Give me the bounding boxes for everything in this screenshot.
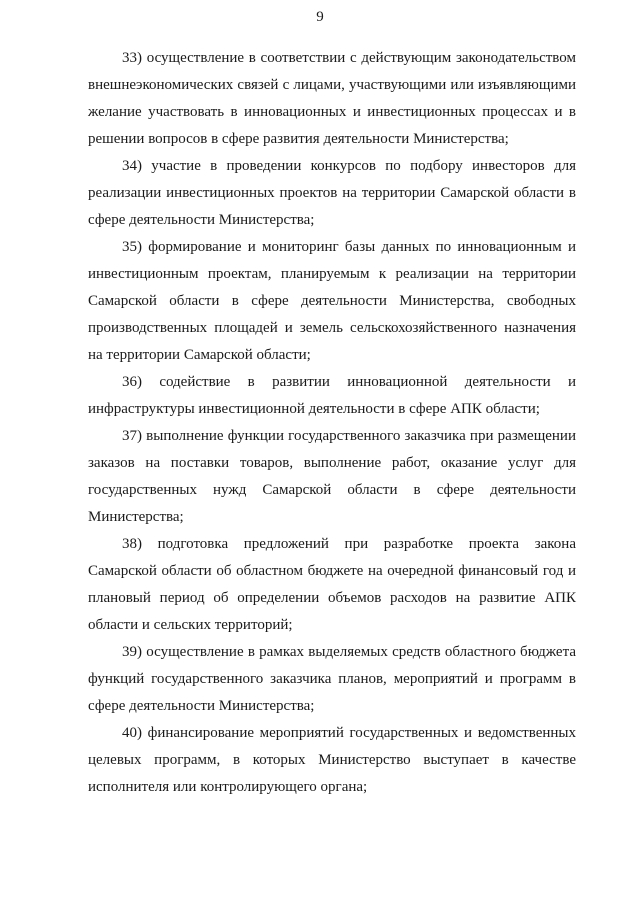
page-number: 9 (316, 9, 324, 25)
paragraph-36: 36) содействие в развитии инновационной деятельности и инфраструктуры инвестиционной деятельности в сфере АПК области; (88, 374, 576, 417)
document-body (88, 45, 576, 801)
paragraph-37: 37) выполнение функции государственного заказчика при размещении заказов на поставки товаров, выполнение работ, оказание услуг для государственных нужд Самарской области в сфере деятельности Министерства; (88, 428, 576, 525)
paragraph-34: 34) участие в проведении конкурсов по подбору инвесторов для реализации инвестиционных проектов на территории Самарской области в сфере деятельности Министерства; (88, 158, 576, 228)
paragraph-33: 33) осуществление в соответствии с действующим законодательством внешнеэкономических связей с лицами, участвующими или изъявляющими желание участвовать в инновационных и инвестиционных процессах и в решении вопросов в сфере развития деятельности Министерства; (88, 50, 576, 147)
paragraph-35: 35) формирование и мониторинг базы данных по инновационным и инвестиционным проектам, планируемым к реализации на территории Самарской области в сфере деятельности Министерства, свободных производственных площадей и земель сельскохозяйственного назначения на территории Самарской области; (88, 239, 576, 363)
paragraph-39: 39) осуществление в рамках выделяемых средств областного бюджета функций государственного заказчика планов, мероприятий и программ в сфере деятельности Министерства; (88, 644, 576, 714)
paragraph-38: 38) подготовка предложений при разработке проекта закона Самарской области об областном бюджете на очередной финансовый год и плановый период об определении объемов расходов на развитие АПК области и сельских территорий; (88, 536, 576, 633)
paragraph-40: 40) финансирование мероприятий государственных и ведомственных целевых программ, в которых Министерство выступает в качестве исполнителя или контролирующего органа; (88, 725, 576, 795)
